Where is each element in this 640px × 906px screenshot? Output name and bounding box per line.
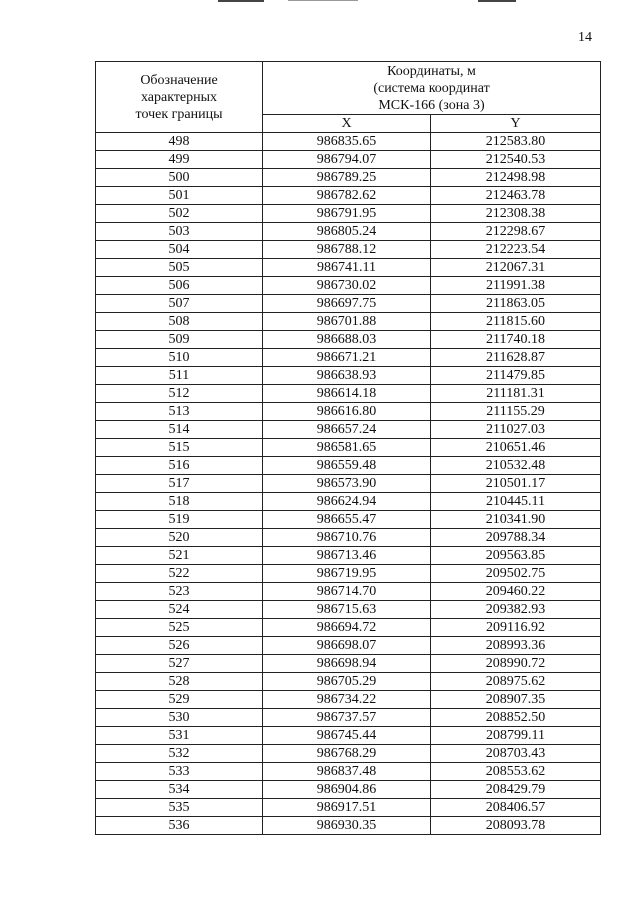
header-coordinates <box>263 62 601 115</box>
table-row <box>96 169 601 187</box>
header-x: X <box>263 115 431 133</box>
x-coordinate-cell: 986581.65 <box>263 439 431 457</box>
table-row <box>96 241 601 259</box>
table-row <box>96 565 601 583</box>
table-row <box>96 133 601 151</box>
y-coordinate-cell: 208429.79 <box>431 781 601 799</box>
table-row <box>96 583 601 601</box>
y-coordinate-cell: 211181.31 <box>431 385 601 403</box>
y-coordinate-cell: 208406.57 <box>431 799 601 817</box>
point-number-cell: 503 <box>96 223 263 241</box>
point-number-cell: 513 <box>96 403 263 421</box>
y-coordinate-cell: 208907.35 <box>431 691 601 709</box>
header-coords-line: МСК-166 (зона 3) <box>378 97 485 113</box>
y-coordinate-cell: 208703.43 <box>431 745 601 763</box>
page-number: 14 <box>578 30 592 45</box>
y-coordinate-cell: 209502.75 <box>431 565 601 583</box>
point-number-cell: 527 <box>96 655 263 673</box>
x-coordinate-cell: 986741.11 <box>263 259 431 277</box>
x-coordinate-cell: 986698.07 <box>263 637 431 655</box>
table-row <box>96 421 601 439</box>
x-coordinate-cell: 986794.07 <box>263 151 431 169</box>
x-coordinate-cell: 986688.03 <box>263 331 431 349</box>
point-number-cell: 517 <box>96 475 263 493</box>
header-label-line: характерных <box>140 89 218 105</box>
point-number-cell: 511 <box>96 367 263 385</box>
point-number-cell: 508 <box>96 313 263 331</box>
x-coordinate-cell: 986768.29 <box>263 745 431 763</box>
x-coordinate-cell: 986573.90 <box>263 475 431 493</box>
y-coordinate-cell: 211740.18 <box>431 331 601 349</box>
table-row <box>96 493 601 511</box>
table-row <box>96 349 601 367</box>
x-coordinate-cell: 986655.47 <box>263 511 431 529</box>
table-row <box>96 781 601 799</box>
y-coordinate-cell: 212498.98 <box>431 169 601 187</box>
x-coordinate-cell: 986837.48 <box>263 763 431 781</box>
y-coordinate-cell: 209116.92 <box>431 619 601 637</box>
table-row <box>96 655 601 673</box>
point-number-cell: 514 <box>96 421 263 439</box>
point-number-cell: 504 <box>96 241 263 259</box>
table-row <box>96 799 601 817</box>
x-coordinate-cell: 986701.88 <box>263 313 431 331</box>
y-coordinate-cell: 211863.05 <box>431 295 601 313</box>
header-y: Y <box>431 115 601 133</box>
y-coordinate-cell: 208799.11 <box>431 727 601 745</box>
table-row <box>96 709 601 727</box>
y-coordinate-cell: 210501.17 <box>431 475 601 493</box>
table-row <box>96 187 601 205</box>
x-coordinate-cell: 986791.95 <box>263 205 431 223</box>
point-number-cell: 522 <box>96 565 263 583</box>
y-coordinate-cell: 212298.67 <box>431 223 601 241</box>
y-coordinate-cell: 212583.80 <box>431 133 601 151</box>
scan-artifact <box>218 0 264 2</box>
table-row <box>96 457 601 475</box>
point-number-cell: 512 <box>96 385 263 403</box>
point-number-cell: 506 <box>96 277 263 295</box>
point-number-cell: 515 <box>96 439 263 457</box>
point-number-cell: 520 <box>96 529 263 547</box>
table-row <box>96 331 601 349</box>
table-row <box>96 223 601 241</box>
table-row <box>96 511 601 529</box>
header-point-label <box>96 62 263 133</box>
table-row <box>96 601 601 619</box>
x-coordinate-cell: 986737.57 <box>263 709 431 727</box>
x-coordinate-cell: 986745.44 <box>263 727 431 745</box>
x-coordinate-cell: 986713.46 <box>263 547 431 565</box>
x-coordinate-cell: 986616.80 <box>263 403 431 421</box>
y-coordinate-cell: 211815.60 <box>431 313 601 331</box>
coordinates-table <box>95 61 601 835</box>
x-coordinate-cell: 986805.24 <box>263 223 431 241</box>
y-coordinate-cell: 210445.11 <box>431 493 601 511</box>
x-coordinate-cell: 986730.02 <box>263 277 431 295</box>
point-number-cell: 516 <box>96 457 263 475</box>
table-row <box>96 691 601 709</box>
point-number-cell: 535 <box>96 799 263 817</box>
y-coordinate-cell: 212463.78 <box>431 187 601 205</box>
y-coordinate-cell: 209563.85 <box>431 547 601 565</box>
point-number-cell: 510 <box>96 349 263 367</box>
point-number-cell: 523 <box>96 583 263 601</box>
point-number-cell: 524 <box>96 601 263 619</box>
table-row <box>96 367 601 385</box>
y-coordinate-cell: 209382.93 <box>431 601 601 619</box>
x-coordinate-cell: 986719.95 <box>263 565 431 583</box>
point-number-cell: 528 <box>96 673 263 691</box>
y-coordinate-cell: 208553.62 <box>431 763 601 781</box>
point-number-cell: 499 <box>96 151 263 169</box>
y-coordinate-cell: 211991.38 <box>431 277 601 295</box>
y-coordinate-cell: 211155.29 <box>431 403 601 421</box>
y-coordinate-cell: 211628.87 <box>431 349 601 367</box>
table-row <box>96 259 601 277</box>
point-number-cell: 519 <box>96 511 263 529</box>
table-row <box>96 205 601 223</box>
y-coordinate-cell: 212308.38 <box>431 205 601 223</box>
y-coordinate-cell: 212067.31 <box>431 259 601 277</box>
point-number-cell: 526 <box>96 637 263 655</box>
header-coords-line: (система координат <box>373 80 490 96</box>
table-row <box>96 313 601 331</box>
y-coordinate-cell: 210651.46 <box>431 439 601 457</box>
x-coordinate-cell: 986782.62 <box>263 187 431 205</box>
x-coordinate-cell: 986715.63 <box>263 601 431 619</box>
table-row <box>96 727 601 745</box>
x-coordinate-cell: 986697.75 <box>263 295 431 313</box>
table-row <box>96 385 601 403</box>
x-coordinate-cell: 986788.12 <box>263 241 431 259</box>
x-coordinate-cell: 986694.72 <box>263 619 431 637</box>
x-coordinate-cell: 986710.76 <box>263 529 431 547</box>
x-coordinate-cell: 986930.35 <box>263 817 431 835</box>
table-row <box>96 673 601 691</box>
table-row <box>96 151 601 169</box>
scan-artifact <box>288 0 358 1</box>
table-row <box>96 547 601 565</box>
x-coordinate-cell: 986657.24 <box>263 421 431 439</box>
point-number-cell: 505 <box>96 259 263 277</box>
point-number-cell: 507 <box>96 295 263 313</box>
point-number-cell: 521 <box>96 547 263 565</box>
x-coordinate-cell: 986671.21 <box>263 349 431 367</box>
table-row <box>96 745 601 763</box>
table-row <box>96 475 601 493</box>
x-coordinate-cell: 986714.70 <box>263 583 431 601</box>
point-number-cell: 534 <box>96 781 263 799</box>
point-number-cell: 530 <box>96 709 263 727</box>
x-coordinate-cell: 986638.93 <box>263 367 431 385</box>
point-number-cell: 533 <box>96 763 263 781</box>
point-number-cell: 498 <box>96 133 263 151</box>
table-row <box>96 403 601 421</box>
x-coordinate-cell: 986614.18 <box>263 385 431 403</box>
header-label-line: Обозначение <box>140 72 218 88</box>
y-coordinate-cell: 212540.53 <box>431 151 601 169</box>
point-number-cell: 501 <box>96 187 263 205</box>
y-coordinate-cell: 210341.90 <box>431 511 601 529</box>
y-coordinate-cell: 208975.62 <box>431 673 601 691</box>
header-coords-line: Координаты, м <box>387 63 476 79</box>
point-number-cell: 532 <box>96 745 263 763</box>
point-number-cell: 531 <box>96 727 263 745</box>
y-coordinate-cell: 208990.72 <box>431 655 601 673</box>
y-coordinate-cell: 210532.48 <box>431 457 601 475</box>
x-coordinate-cell: 986624.94 <box>263 493 431 511</box>
table-row <box>96 817 601 835</box>
x-coordinate-cell: 986904.86 <box>263 781 431 799</box>
table-row <box>96 439 601 457</box>
table-row <box>96 637 601 655</box>
point-number-cell: 502 <box>96 205 263 223</box>
y-coordinate-cell: 209460.22 <box>431 583 601 601</box>
x-coordinate-cell: 986559.48 <box>263 457 431 475</box>
y-coordinate-cell: 209788.34 <box>431 529 601 547</box>
x-coordinate-cell: 986734.22 <box>263 691 431 709</box>
x-coordinate-cell: 986705.29 <box>263 673 431 691</box>
x-coordinate-cell: 986698.94 <box>263 655 431 673</box>
point-number-cell: 518 <box>96 493 263 511</box>
header-label-line: точек границы <box>135 106 223 122</box>
table-row <box>96 763 601 781</box>
table-row <box>96 277 601 295</box>
point-number-cell: 500 <box>96 169 263 187</box>
point-number-cell: 525 <box>96 619 263 637</box>
point-number-cell: 509 <box>96 331 263 349</box>
point-number-cell: 536 <box>96 817 263 835</box>
y-coordinate-cell: 208993.36 <box>431 637 601 655</box>
y-coordinate-cell: 211479.85 <box>431 367 601 385</box>
table-row <box>96 619 601 637</box>
y-coordinate-cell: 211027.03 <box>431 421 601 439</box>
point-number-cell: 529 <box>96 691 263 709</box>
y-coordinate-cell: 208852.50 <box>431 709 601 727</box>
y-coordinate-cell: 208093.78 <box>431 817 601 835</box>
x-coordinate-cell: 986789.25 <box>263 169 431 187</box>
x-coordinate-cell: 986835.65 <box>263 133 431 151</box>
table-row <box>96 529 601 547</box>
y-coordinate-cell: 212223.54 <box>431 241 601 259</box>
scan-artifact <box>478 0 516 2</box>
table-row <box>96 295 601 313</box>
x-coordinate-cell: 986917.51 <box>263 799 431 817</box>
